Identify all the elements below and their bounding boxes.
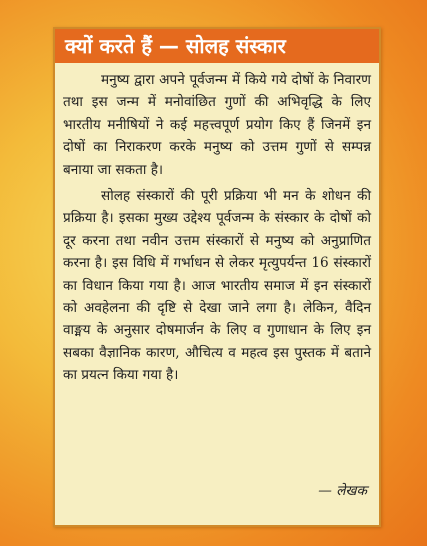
- text-card: [53, 27, 381, 527]
- author-signature: — लेखक: [318, 483, 367, 499]
- body-text: [63, 69, 371, 517]
- page-title: क्यों करते हैं — सोलह संस्कार: [55, 29, 379, 63]
- paragraph-1: मनुष्य द्वारा अपने पूर्वजन्म में किये गये दोषों के निवारण तथा इस जन्म में मनोवांछित गुणों की अभिवृद्धि के लिए भारतीय मनीषियों ने कई महत्त्वपूर्ण प्रयोग किए हैं जिनमें इन दोषों का निराकरण करके मनुष्य को उत्तम गुणों से सम्पन्न बनाया जा सकता है।: [63, 72, 371, 178]
- paragraph-2: सोलह संस्कारों की पूरी प्रक्रिया भी मन के शोधन की प्रक्रिया है। इसका मुख्य उद्देश्य पूर्वजन्म के संस्कार के दोषों को दूर करना तथा नवीन उत्तम संस्कारों से मनुष्य को अनुप्राणित करना है। इस विधि में गर्भाधन से लेकर मृत्युपर्यन्त 16 संस्कारों का विधान किया गया है। आज भारतीय समाज में इन संस्कारों को अवहेलना की दृष्टि से देखा जाने लगा है। लेकिन, वैदिन वाङ्मय के अनुसार दोषमार्जन के लिए व गुणाधान के लिए इन सबका वैज्ञानिक कारण, औचित्य व महत्व इस पुस्तक में बताने का प्रयत्न किया गया है।: [63, 188, 371, 384]
